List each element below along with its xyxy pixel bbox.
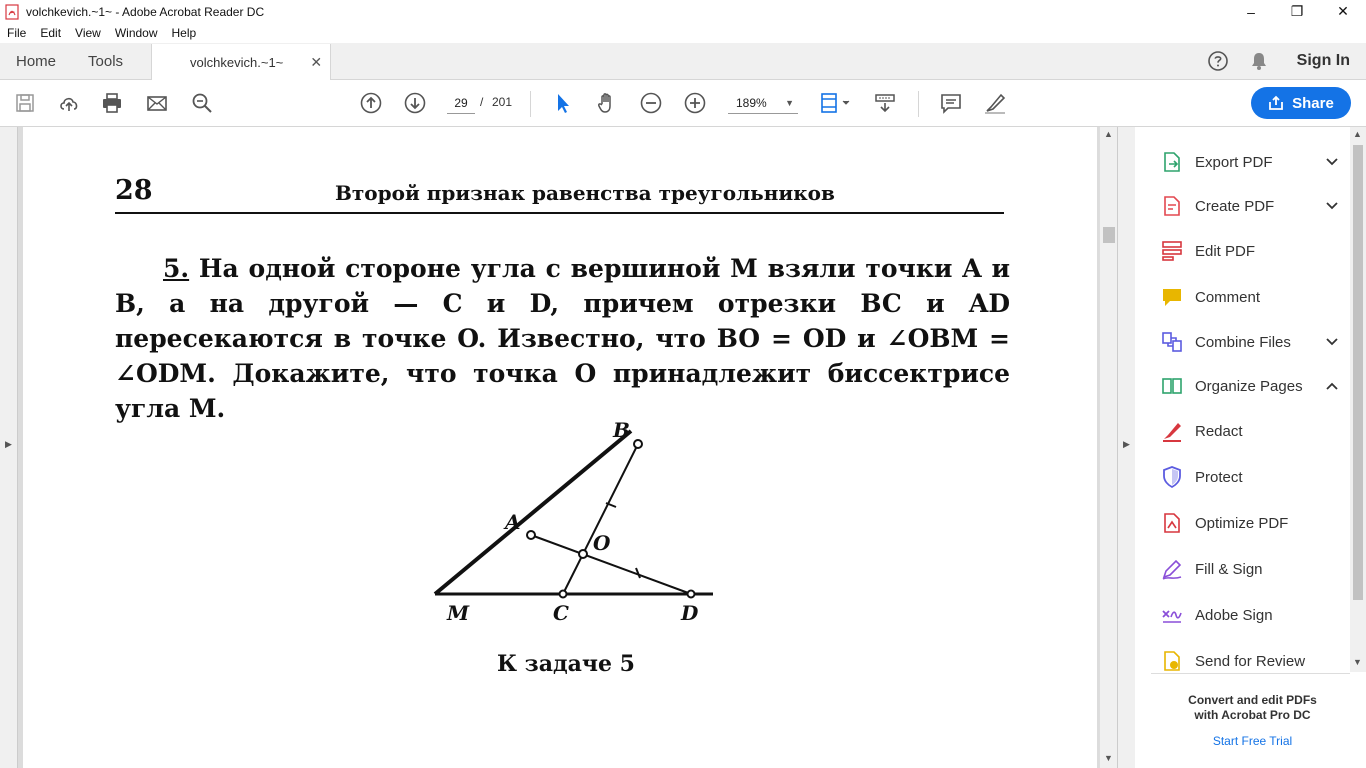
chevron-right-icon: ▶ xyxy=(1123,439,1130,449)
label-b: B xyxy=(613,418,630,442)
label-a: A xyxy=(505,510,521,534)
ray-mb xyxy=(435,431,631,594)
sign-in-button[interactable]: Sign In xyxy=(1296,52,1350,69)
title-bar xyxy=(0,0,1366,23)
protect-icon xyxy=(1160,465,1184,489)
tab-home[interactable]: Home xyxy=(16,52,57,70)
point-a xyxy=(527,531,535,539)
toolbar xyxy=(0,80,1366,127)
promo-line-2: with Acrobat Pro DC xyxy=(1194,708,1311,722)
create-pdf-icon xyxy=(1160,194,1184,218)
tool-item-edit-pdf[interactable] xyxy=(1160,236,1340,266)
help-icon[interactable] xyxy=(1197,43,1239,79)
tool-item-send-for-review[interactable] xyxy=(1160,646,1340,676)
edit-pdf-icon xyxy=(1160,239,1184,263)
upload-cloud-icon[interactable] xyxy=(56,90,82,116)
tools-panel xyxy=(1136,127,1366,768)
share-label: Share xyxy=(1292,94,1334,112)
tool-item-label: Organize Pages xyxy=(1195,377,1303,395)
menu-window[interactable]: Window xyxy=(114,26,158,40)
left-panel-toggle[interactable] xyxy=(0,127,18,768)
adobe-sign-icon xyxy=(1160,603,1184,627)
header-rule xyxy=(115,212,1004,214)
optimize-pdf-icon xyxy=(1160,511,1184,535)
document-tab-label: volchkevich.~1~ xyxy=(190,54,284,70)
label-m: M xyxy=(447,601,470,625)
previous-page-icon[interactable] xyxy=(358,90,384,116)
label-o: O xyxy=(593,531,611,555)
tool-item-export-pdf[interactable] xyxy=(1160,147,1340,177)
menu-bar xyxy=(0,23,1366,43)
share-button[interactable] xyxy=(1251,87,1351,119)
menu-edit[interactable]: Edit xyxy=(40,26,62,40)
tool-item-protect[interactable] xyxy=(1160,462,1340,492)
zoom-in-icon[interactable] xyxy=(682,90,708,116)
label-d: D xyxy=(681,601,699,625)
chevron-up-icon[interactable] xyxy=(1324,379,1340,393)
page-separator: / xyxy=(480,95,484,109)
page-header: Второй признак равенства треугольников xyxy=(335,181,835,205)
toolbar-divider xyxy=(530,91,531,117)
scroll-down-icon[interactable]: ▼ xyxy=(1353,657,1362,667)
page-number: 28 xyxy=(115,175,153,206)
tool-item-combine-files[interactable] xyxy=(1160,327,1340,357)
combine-files-icon xyxy=(1160,330,1184,354)
tool-item-label: Send for Review xyxy=(1195,652,1306,670)
tab-tools[interactable]: Tools xyxy=(88,52,124,70)
tool-item-label: Fill & Sign xyxy=(1195,560,1263,578)
figure-caption: К задаче 5 xyxy=(497,651,635,677)
close-window-button[interactable]: ✕ xyxy=(1337,3,1349,19)
problem-text xyxy=(115,251,1010,426)
tab-bar xyxy=(0,43,1366,80)
tool-item-create-pdf[interactable] xyxy=(1160,191,1340,221)
problem-body: На одной стороне угла с вершиной M взяли точки A и B, а на другой — C и D, причем отрезки BC и AD пересекаются в точке O. Известно, что BO = OD и ∠OBM = ∠ODM. Докажите, что точка O принадлежит биссектрисе угла M. xyxy=(115,254,1010,423)
point-b xyxy=(634,440,642,448)
share-icon xyxy=(1268,95,1284,111)
segment-bc xyxy=(563,444,638,594)
chevron-down-icon[interactable] xyxy=(1324,199,1340,213)
page-fit-icon[interactable] xyxy=(818,90,854,116)
tool-item-fill-sign[interactable] xyxy=(1160,554,1340,584)
promo-text xyxy=(1160,693,1345,723)
maximize-button[interactable]: ❐ xyxy=(1290,3,1304,19)
fill-sign-icon xyxy=(1160,557,1184,581)
scroll-up-icon[interactable]: ▲ xyxy=(1104,129,1113,139)
close-tab-icon[interactable]: ✕ xyxy=(310,53,323,70)
tool-item-comment[interactable] xyxy=(1160,282,1340,312)
tool-item-label: Optimize PDF xyxy=(1195,514,1289,532)
scrollbar-thumb[interactable] xyxy=(1103,227,1115,243)
tool-item-label: Export PDF xyxy=(1195,153,1273,171)
menu-file[interactable]: File xyxy=(7,26,27,40)
tools-panel-scrollbar[interactable] xyxy=(1350,127,1366,672)
comment-tool-icon[interactable] xyxy=(938,90,964,116)
tool-item-optimize-pdf[interactable] xyxy=(1160,508,1340,538)
promo-line-1: Convert and edit PDFs xyxy=(1188,693,1317,707)
send-review-icon xyxy=(1160,649,1184,673)
promo-divider xyxy=(1151,673,1350,674)
point-c xyxy=(560,591,567,598)
chevron-down-icon: ▼ xyxy=(785,97,794,108)
right-panel-toggle[interactable] xyxy=(1117,127,1135,768)
highlight-pen-icon[interactable] xyxy=(982,90,1008,116)
tool-item-label: Create PDF xyxy=(1195,197,1275,215)
problem-number: 5. xyxy=(163,254,190,283)
document-scrollbar[interactable] xyxy=(1099,127,1117,768)
tool-item-label: Combine Files xyxy=(1195,333,1291,351)
select-cursor-icon[interactable] xyxy=(550,90,576,116)
geometry-figure xyxy=(413,417,713,632)
pdf-page[interactable] xyxy=(23,127,1097,768)
page-total: 201 xyxy=(492,95,513,109)
toolbar-divider xyxy=(918,91,919,117)
scroll-mode-icon[interactable] xyxy=(872,90,898,116)
search-zoom-icon[interactable] xyxy=(189,90,215,116)
zoom-out-icon[interactable] xyxy=(638,90,664,116)
scroll-down-icon[interactable]: ▼ xyxy=(1104,753,1113,763)
page-number-input[interactable] xyxy=(447,92,475,114)
comment-icon xyxy=(1160,285,1184,309)
tool-item-label: Comment xyxy=(1195,288,1261,306)
tool-item-adobe-sign[interactable] xyxy=(1160,600,1340,630)
email-icon[interactable] xyxy=(144,90,170,116)
bell-icon[interactable] xyxy=(1239,43,1279,79)
save-icon[interactable] xyxy=(12,90,38,116)
document-area xyxy=(0,127,1135,768)
zoom-level-value: 189% xyxy=(736,95,767,110)
menu-help[interactable]: Help xyxy=(171,26,197,40)
tab-document[interactable] xyxy=(151,44,331,80)
tool-item-label: Protect xyxy=(1195,468,1243,486)
tool-item-label: Edit PDF xyxy=(1195,242,1256,260)
tool-item-organize-pages[interactable] xyxy=(1160,371,1340,401)
tool-item-label: Adobe Sign xyxy=(1195,606,1273,624)
organize-pages-icon xyxy=(1160,374,1184,398)
tool-item-label: Redact xyxy=(1195,422,1243,440)
tool-item-redact[interactable] xyxy=(1160,416,1340,446)
chevron-right-icon: ▶ xyxy=(5,439,12,449)
print-icon[interactable] xyxy=(99,90,125,116)
chevron-down-icon[interactable] xyxy=(1324,155,1340,169)
scroll-up-icon[interactable]: ▲ xyxy=(1353,129,1362,139)
minimize-button[interactable]: – xyxy=(1247,3,1255,20)
chevron-down-icon[interactable] xyxy=(1324,335,1340,349)
scrollbar-thumb[interactable] xyxy=(1353,145,1363,600)
point-d xyxy=(688,591,695,598)
redact-icon xyxy=(1160,419,1184,443)
next-page-icon[interactable] xyxy=(402,90,428,116)
acrobat-app-icon xyxy=(4,4,20,20)
export-pdf-icon xyxy=(1160,150,1184,174)
point-o xyxy=(579,550,587,558)
zoom-level-select[interactable] xyxy=(728,92,798,114)
menu-view[interactable]: View xyxy=(75,26,101,40)
window-title: volchkevich.~1~ - Adobe Acrobat Reader DC xyxy=(26,4,265,19)
segment-ad xyxy=(531,535,691,594)
hand-tool-icon[interactable] xyxy=(594,90,620,116)
label-c: C xyxy=(553,601,569,625)
start-free-trial-link[interactable]: Start Free Trial xyxy=(1212,734,1293,748)
